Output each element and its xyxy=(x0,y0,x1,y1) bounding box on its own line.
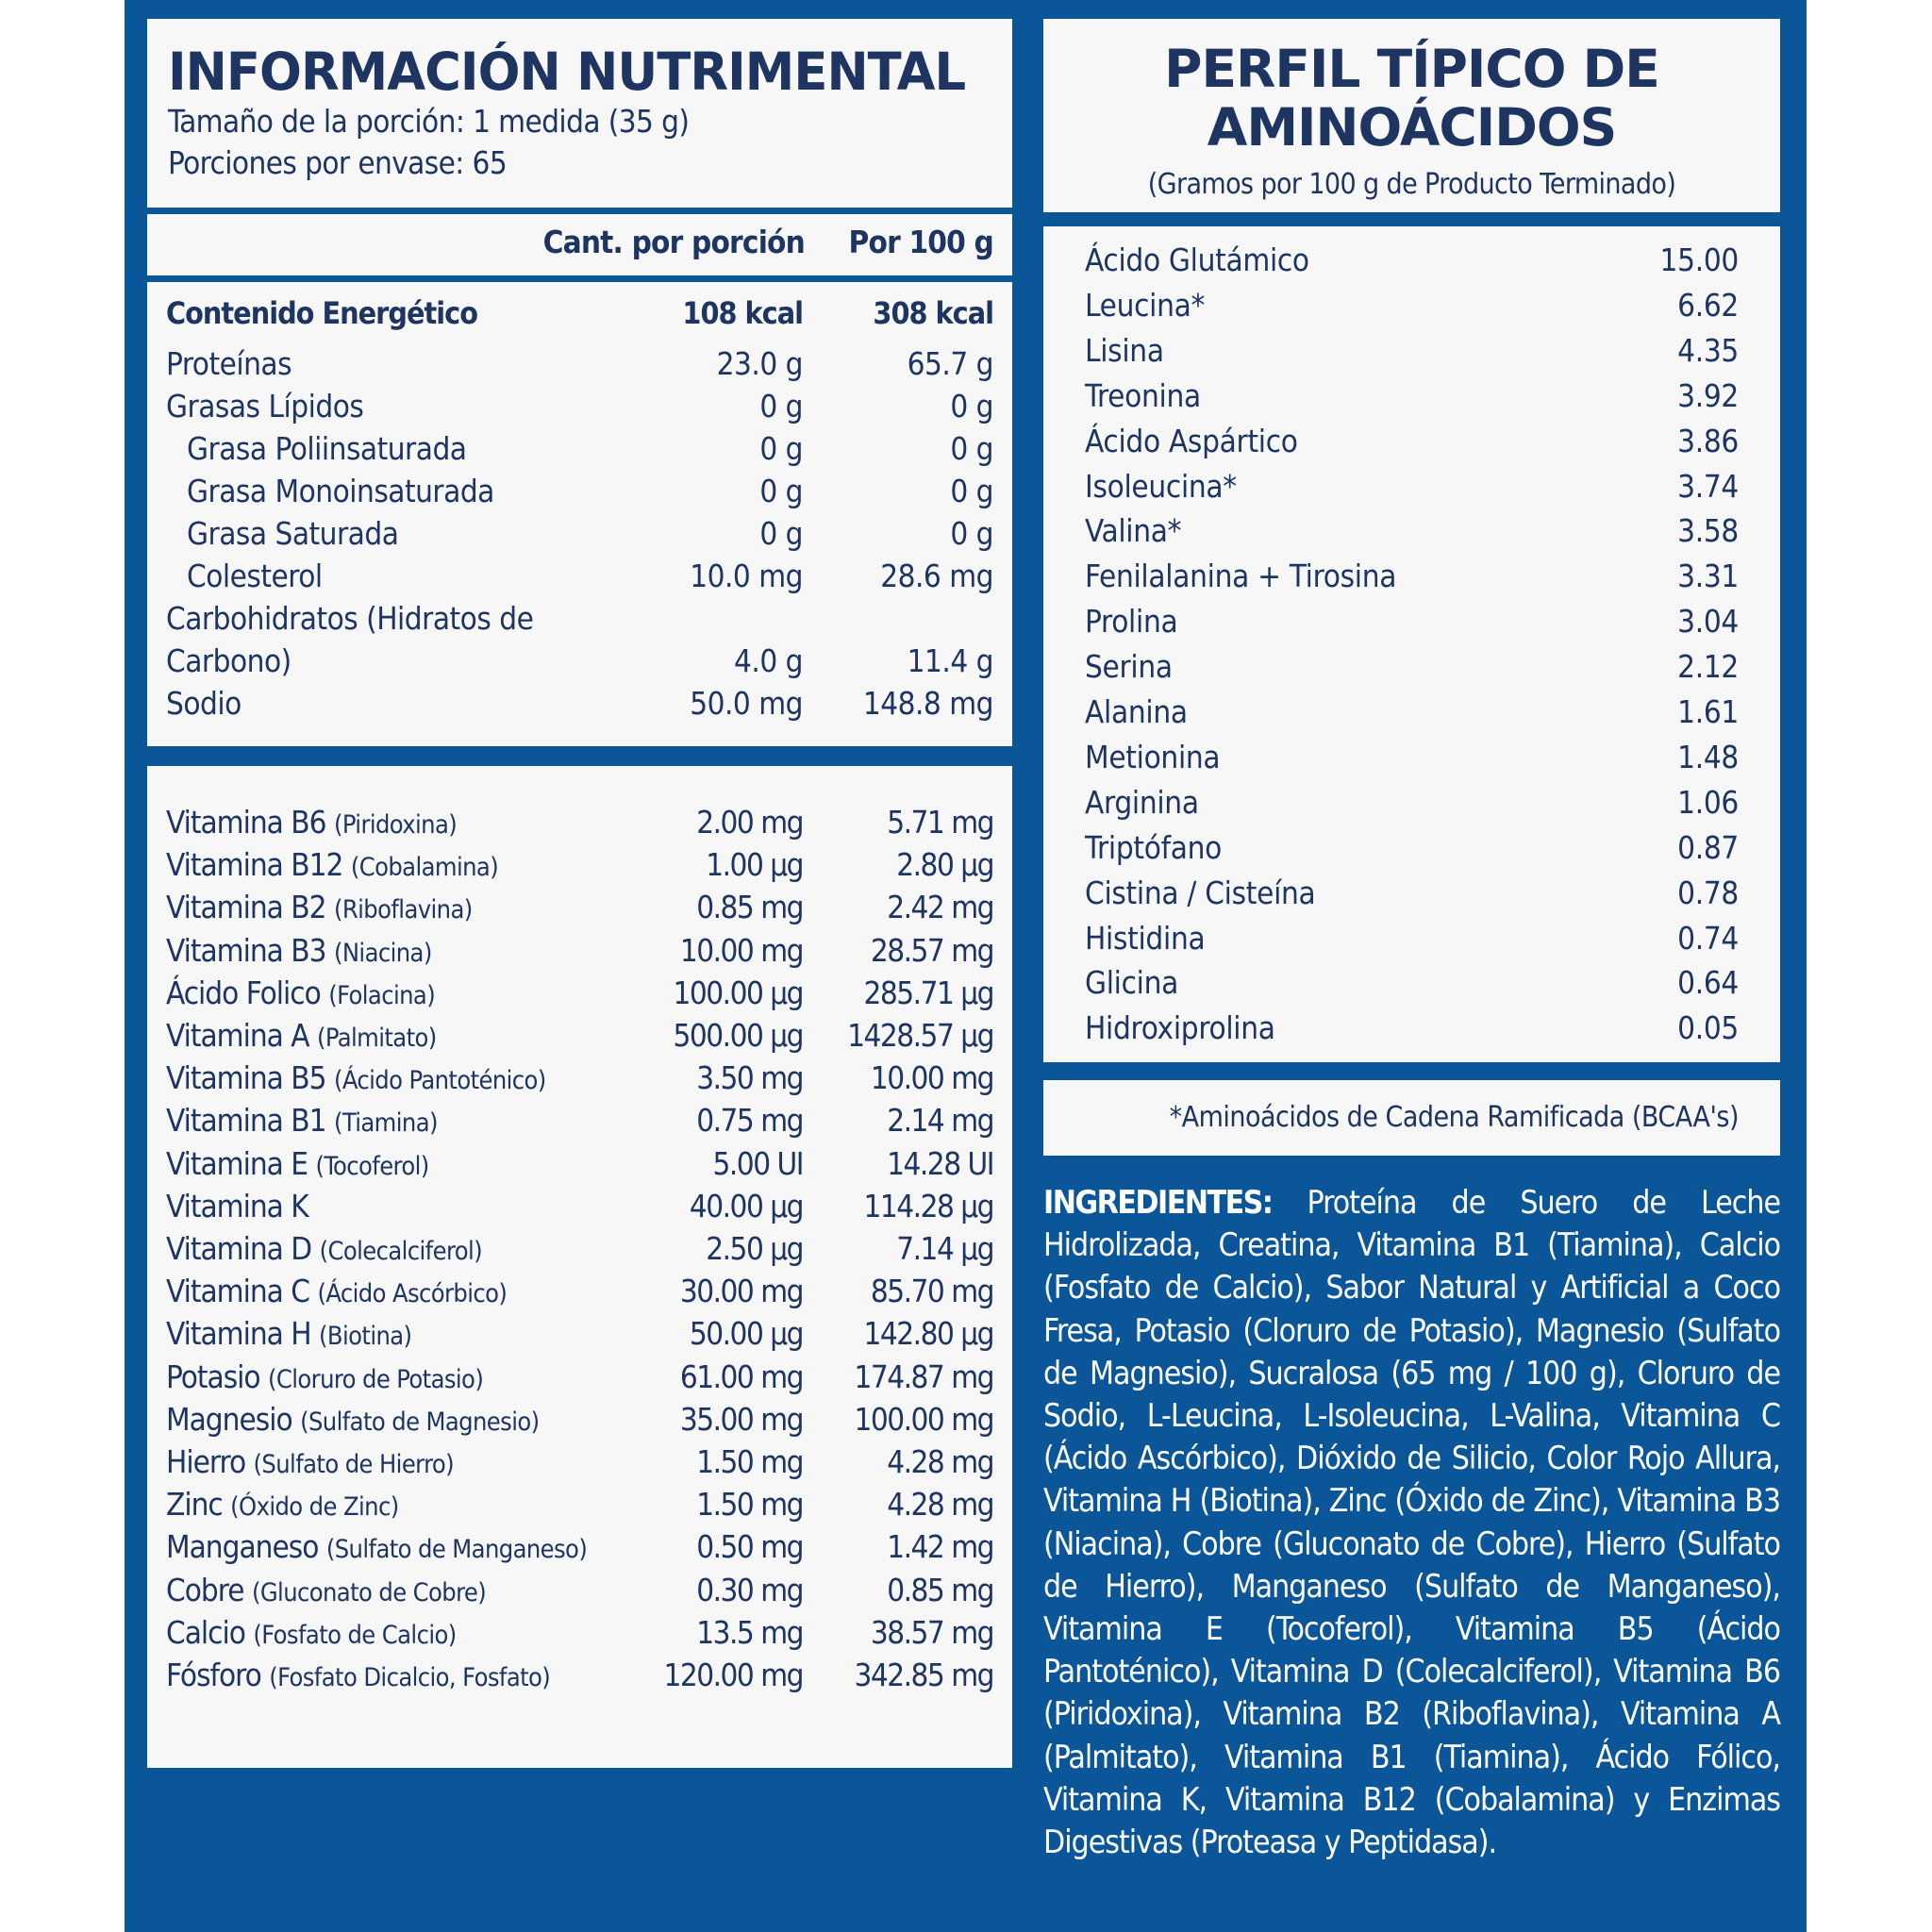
bcaa-footnote-panel xyxy=(1043,1080,1780,1156)
micronutrient-per-100g: 28.57 mg xyxy=(870,931,993,969)
micronutrient-per-100g: 1428.57 µg xyxy=(847,1017,993,1054)
nutrient-name: Contenido Energético xyxy=(166,295,477,331)
micronutrient-per-100g: 5.71 mg xyxy=(887,804,993,841)
amino-acid-value: 0.87 xyxy=(1677,828,1739,866)
micronutrient-row xyxy=(147,846,1012,889)
micronutrient-label xyxy=(166,889,473,925)
amino-acid-value: 6.62 xyxy=(1677,286,1739,324)
micronutrient-label xyxy=(166,1017,437,1054)
micronutrient-source: (Gluconato de Cobre) xyxy=(251,1577,487,1607)
micronutrient-source: (Ácido Pantoténico) xyxy=(333,1066,546,1096)
servings-per-container: Porciones por envase: 65 xyxy=(168,143,508,181)
nutrient-per-serving: 10.0 mg xyxy=(690,558,803,594)
micronutrient-name: Magnesio xyxy=(166,1400,292,1438)
micronutrient-source: (Folacina) xyxy=(328,980,436,1010)
micronutrient-label xyxy=(166,1572,486,1608)
amino-acid-name: Ácido Glutámico xyxy=(1085,242,1309,278)
nutrient-per-100g: 308 kcal xyxy=(873,295,993,331)
amino-acid-name: Triptófano xyxy=(1085,828,1222,866)
amino-acid-name: Glicina xyxy=(1085,964,1178,1002)
micronutrient-per-100g: 0.85 mg xyxy=(887,1571,993,1608)
amino-acid-value: 3.31 xyxy=(1677,558,1739,595)
micronutrient-per-serving: 30.00 mg xyxy=(679,1273,803,1310)
micronutrient-row xyxy=(147,1188,1012,1230)
amino-acid-row xyxy=(1043,468,1780,509)
micronutrient-per-100g: 342.85 mg xyxy=(854,1657,993,1693)
nutrient-row xyxy=(147,430,1012,473)
micronutrient-row xyxy=(147,1401,1012,1443)
nutrient-name: Carbono) xyxy=(166,642,291,679)
nutrient-row xyxy=(147,345,1012,388)
micronutrient-per-100g: 2.80 µg xyxy=(896,846,993,884)
amino-acid-name: Alanina xyxy=(1085,693,1188,730)
amino-acid-name: Metionina xyxy=(1085,738,1221,775)
micronutrient-per-100g: 38.57 mg xyxy=(870,1613,993,1651)
micronutrient-name: Vitamina B1 xyxy=(166,1102,326,1140)
amino-acid-row xyxy=(1043,920,1780,961)
micronutrient-source: (Fosfato de Calcio) xyxy=(253,1620,457,1650)
micronutrient-name: Vitamina H xyxy=(166,1315,311,1353)
micronutrient-row xyxy=(147,1486,1012,1528)
nutrient-row xyxy=(147,473,1012,515)
micronutrient-per-serving: 61.00 mg xyxy=(679,1357,803,1395)
micronutrient-name: Vitamina K xyxy=(166,1187,308,1224)
micronutrient-label xyxy=(166,1230,482,1267)
micronutrient-per-serving: 500.00 µg xyxy=(673,1017,803,1054)
amino-profile-title-line1: PERFIL TÍPICO DE xyxy=(1164,39,1659,99)
nutrient-per-100g: 0 g xyxy=(950,473,993,509)
micronutrient-row xyxy=(147,1614,1012,1657)
amino-acid-name: Prolina xyxy=(1085,603,1178,641)
micronutrient-source: (Riboflavina) xyxy=(333,895,473,925)
nutrient-per-serving: 4.0 g xyxy=(734,642,803,679)
micronutrient-name: Zinc xyxy=(166,1486,223,1524)
amino-acid-value: 2.12 xyxy=(1677,648,1739,686)
micronutrient-row xyxy=(147,1017,1012,1059)
micronutrient-per-serving: 35.00 mg xyxy=(679,1400,803,1438)
micronutrient-per-serving: 10.00 mg xyxy=(679,931,803,969)
amino-acid-row xyxy=(1043,512,1780,554)
micronutrient-source: (Sulfato de Magnesio) xyxy=(300,1407,540,1437)
nutrient-per-100g: 0 g xyxy=(950,388,993,425)
micronutrient-row xyxy=(147,1059,1012,1102)
nutrient-per-serving: 50.0 mg xyxy=(690,685,803,722)
micronutrient-source: (Niacina) xyxy=(333,938,432,968)
micronutrient-name: Vitamina D xyxy=(166,1230,312,1267)
column-header-per-100g: Por 100 g xyxy=(848,224,993,260)
micronutrient-per-100g: 4.28 mg xyxy=(887,1443,993,1480)
micronutrient-label xyxy=(166,974,435,1011)
ingredients-label: INGREDIENTES: xyxy=(1043,1184,1273,1221)
micronutrient-name: Fósforo xyxy=(166,1657,261,1693)
micronutrient-row xyxy=(147,1273,1012,1315)
amino-acid-value: 4.35 xyxy=(1677,331,1739,369)
micronutrient-row xyxy=(147,1572,1012,1614)
amino-acid-row xyxy=(1043,964,1780,1006)
micronutrient-per-100g: 85.70 mg xyxy=(870,1273,993,1310)
micronutrient-label xyxy=(166,1102,438,1139)
amino-profile-header-panel xyxy=(1043,19,1780,212)
nutrient-row xyxy=(147,295,1012,338)
column-header-per-serving: Cant. por porción xyxy=(542,224,805,260)
micronutrient-per-100g: 10.00 mg xyxy=(870,1059,993,1097)
amino-profile-title-line2: AMINOÁCIDOS xyxy=(1207,97,1617,158)
amino-acid-row xyxy=(1043,332,1780,374)
amino-acid-name: Lisina xyxy=(1085,331,1164,369)
micronutrient-per-serving: 120.00 mg xyxy=(663,1657,803,1693)
micronutrient-label xyxy=(166,1401,540,1438)
micronutrient-name: Manganeso xyxy=(166,1528,319,1566)
amino-acid-name: Serina xyxy=(1085,648,1173,686)
nutrient-per-100g: 0 g xyxy=(950,515,993,552)
nutrient-per-100g: 148.8 mg xyxy=(862,685,993,722)
micronutrient-per-serving: 0.50 mg xyxy=(696,1528,803,1566)
nutrient-per-100g: 11.4 g xyxy=(907,642,993,679)
micronutrient-per-100g: 2.42 mg xyxy=(887,889,993,926)
amino-acid-value: 3.86 xyxy=(1677,422,1739,459)
micronutrient-per-serving: 50.00 µg xyxy=(689,1315,803,1353)
micronutrient-name: Vitamina B5 xyxy=(166,1059,326,1097)
amino-acid-value: 1.61 xyxy=(1677,693,1739,730)
nutrient-name: Grasa Poliinsaturada xyxy=(187,430,467,467)
micronutrient-source: (Piridoxina) xyxy=(333,810,458,840)
micronutrient-per-100g: 14.28 UI xyxy=(887,1144,993,1182)
nutrient-per-serving: 0 g xyxy=(759,515,803,552)
nutrient-name: Sodio xyxy=(166,685,242,722)
nutrient-per-100g: 28.6 mg xyxy=(880,558,993,594)
micronutrient-name: Cobre xyxy=(166,1571,244,1608)
nutrient-name: Grasas Lípidos xyxy=(166,388,364,425)
micronutrient-row xyxy=(147,1443,1012,1486)
micronutrient-per-100g: 1.42 mg xyxy=(887,1528,993,1566)
micronutrient-label xyxy=(166,804,457,841)
micronutrient-source: (Ácido Ascórbico) xyxy=(317,1279,508,1309)
amino-acid-value: 3.04 xyxy=(1677,603,1739,641)
micronutrient-name: Vitamina B12 xyxy=(166,846,343,884)
micronutrient-name: Vitamina B3 xyxy=(166,931,326,969)
amino-acid-row xyxy=(1043,1009,1780,1051)
nutrient-per-serving: 108 kcal xyxy=(682,295,803,331)
micronutrient-source: (Sulfato de Hierro) xyxy=(253,1450,455,1479)
micronutrient-per-serving: 5.00 UI xyxy=(712,1144,803,1182)
micronutrient-source: (Sulfato de Manganeso) xyxy=(325,1535,588,1565)
nutrient-row xyxy=(147,685,1012,727)
micronutrient-label xyxy=(166,1614,457,1651)
amino-acid-name: Fenilalanina + Tirosina xyxy=(1085,558,1397,595)
micronutrient-source: (Biotina) xyxy=(319,1322,412,1352)
ingredients-paragraph xyxy=(1043,1181,1780,1863)
micronutrient-row xyxy=(147,974,1012,1017)
amino-acid-value: 3.58 xyxy=(1677,512,1739,550)
micronutrient-per-serving: 100.00 µg xyxy=(673,974,803,1011)
micronutrient-name: Hierro xyxy=(166,1443,246,1480)
amino-acid-name: Valina* xyxy=(1085,512,1182,550)
amino-acid-name: Cistina / Cisteína xyxy=(1085,874,1316,911)
amino-acid-value: 0.64 xyxy=(1677,964,1739,1002)
nutrient-row xyxy=(147,642,1012,685)
micronutrient-source: (Palmitato) xyxy=(317,1024,437,1053)
micronutrient-source: (Colecalciferol) xyxy=(319,1237,483,1266)
micronutrient-name: Potasio xyxy=(166,1357,260,1395)
nutrient-per-serving: 0 g xyxy=(759,388,803,425)
amino-acid-value: 15.00 xyxy=(1659,242,1739,278)
micronutrient-name: Vitamina E xyxy=(166,1144,308,1182)
amino-profile-subtitle: (Gramos por 100 g de Producto Terminado) xyxy=(1147,168,1676,201)
micronutrient-per-100g: 114.28 µg xyxy=(863,1187,993,1224)
ingredients-text: Proteína de Suero de Leche Hidrolizada, Creatina, Vitamina B1 (Tiamina), Calcio (Fosfato de Calcio), Sabor Natural y Artificial a Coco Fresa, Potasio (Cloruro de Potasio), Magnesio (Sulfato de Magnesio), Sucralosa (65 mg / 100 g), Cloruro de Sodio, L-Leucina, L-Isoleucina, L-Valina, Vitamina C (Ácido Ascórbico), Dióxido de Silicio, Color Rojo Allura, Vitamina H (Biotina), Zinc (Óxido de Zinc), Vitamina B3 (Niacina), Cobre (Gluconato de Cobre), Hierro (Sulfato de Hierro), Manganeso (Sulfato de Manganeso), Vitamina E (Tocoferol), Vitamina B5 (Ácido Pantoténico), Vitamina D (Colecalciferol), Vitamina B6 (Piridoxina), Vitamina B2 (Riboflavina), Vitamina A (Palmitato), Vitamina B1 (Tiamina), Ácido Fólico, Vitamina K, Vitamina B12 (Cobalamina) y Enzimas Digestivas (Proteasa y Peptidasa). xyxy=(1043,1184,1780,1861)
amino-acid-value: 3.74 xyxy=(1677,467,1739,505)
amino-acid-row xyxy=(1043,693,1780,735)
nutrient-row xyxy=(147,515,1012,558)
micronutrient-name: Vitamina C xyxy=(166,1273,310,1310)
micronutrient-row xyxy=(147,932,1012,974)
amino-acid-row xyxy=(1043,784,1780,825)
nutrient-per-serving: 23.0 g xyxy=(716,345,803,382)
amino-acid-name: Isoleucina* xyxy=(1085,467,1237,505)
micronutrient-per-serving: 13.5 mg xyxy=(696,1613,803,1651)
nutrient-per-serving: 0 g xyxy=(759,430,803,467)
micronutrient-per-serving: 1.50 mg xyxy=(696,1486,803,1524)
amino-acid-row xyxy=(1043,423,1780,464)
amino-acid-row xyxy=(1043,287,1780,328)
micronutrient-label xyxy=(166,1657,550,1693)
micronutrient-row xyxy=(147,1657,1012,1699)
micronutrient-source: (Fosfato Dicalcio, Fosfato) xyxy=(269,1663,551,1692)
nutrient-row xyxy=(147,558,1012,600)
micronutrient-source: (Óxido de Zinc) xyxy=(230,1492,399,1523)
micronutrient-per-100g: 100.00 mg xyxy=(854,1400,993,1438)
amino-acid-row xyxy=(1043,558,1780,599)
micronutrient-per-serving: 3.50 mg xyxy=(696,1059,803,1097)
nutrient-per-100g: 65.7 g xyxy=(907,345,993,382)
micronutrient-per-100g: 4.28 mg xyxy=(887,1486,993,1524)
micronutrient-row xyxy=(147,1145,1012,1188)
micronutrient-name: Vitamina A xyxy=(166,1017,309,1054)
micronutrient-label xyxy=(166,846,498,883)
micronutrient-per-serving: 1.00 µg xyxy=(706,846,803,884)
micronutrient-row xyxy=(147,804,1012,846)
amino-acid-value: 0.78 xyxy=(1677,874,1739,911)
amino-acid-name: Arginina xyxy=(1085,783,1199,821)
amino-acid-value: 0.05 xyxy=(1677,1009,1739,1047)
nutrient-row xyxy=(147,388,1012,430)
micronutrient-row xyxy=(147,1315,1012,1357)
nutrient-per-100g: 0 g xyxy=(950,430,993,467)
amino-acid-row xyxy=(1043,829,1780,871)
nutrient-name: Colesterol xyxy=(187,558,323,594)
micronutrient-per-serving: 0.75 mg xyxy=(696,1102,803,1140)
bcaa-footnote: *Aminoácidos de Cadena Ramificada (BCAA's) xyxy=(1169,1101,1739,1134)
nutrition-title: INFORMACIÓN NUTRIMENTAL xyxy=(168,42,966,102)
micronutrient-label xyxy=(166,1443,454,1480)
micronutrient-name: Vitamina B6 xyxy=(166,804,326,841)
amino-acid-row xyxy=(1043,242,1780,283)
serving-size: Tamaño de la porción: 1 medida (35 g) xyxy=(168,102,690,140)
amino-acid-name: Treonina xyxy=(1085,376,1201,414)
micronutrient-name: Vitamina B2 xyxy=(166,889,326,926)
amino-acid-value: 1.48 xyxy=(1677,738,1739,775)
nutrient-per-serving: 0 g xyxy=(759,473,803,509)
nutrient-name: Grasa Saturada xyxy=(187,515,399,552)
micronutrient-label xyxy=(166,1188,308,1224)
nutrient-name: Proteínas xyxy=(166,345,292,382)
nutrient-name: Grasa Monoinsaturada xyxy=(187,473,494,509)
micronutrient-label xyxy=(166,1059,546,1096)
micronutrient-per-serving: 40.00 µg xyxy=(689,1187,803,1224)
amino-acid-row xyxy=(1043,603,1780,644)
micronutrient-per-serving: 2.00 mg xyxy=(696,804,803,841)
amino-acid-name: Histidina xyxy=(1085,919,1206,957)
micronutrient-label xyxy=(166,932,432,969)
micronutrient-name: Calcio xyxy=(166,1613,245,1651)
micronutrient-source: (Tiamina) xyxy=(333,1108,438,1139)
micronutrient-label xyxy=(166,1273,507,1309)
amino-acid-value: 1.06 xyxy=(1677,783,1739,821)
macronutrients-table xyxy=(147,282,1012,746)
micronutrient-per-100g: 285.71 µg xyxy=(863,974,993,1011)
amino-acid-row xyxy=(1043,874,1780,916)
amino-acid-name: Ácido Aspártico xyxy=(1085,422,1298,459)
micronutrient-row xyxy=(147,1102,1012,1144)
micronutrient-per-serving: 0.85 mg xyxy=(696,889,803,926)
nutrition-header-panel xyxy=(147,19,1012,208)
micronutrient-source: (Cobalamina) xyxy=(350,853,499,883)
micronutrient-label xyxy=(166,1486,399,1523)
micronutrient-per-serving: 1.50 mg xyxy=(696,1443,803,1480)
amino-acid-table xyxy=(1043,226,1780,1062)
micronutrient-label xyxy=(166,1315,411,1352)
nutrient-name: Carbohidratos (Hidratos de xyxy=(166,600,534,637)
micronutrient-row xyxy=(147,889,1012,931)
amino-acid-value: 0.74 xyxy=(1677,919,1739,957)
micronutrient-row xyxy=(147,1230,1012,1273)
amino-acid-name: Hidroxiprolina xyxy=(1085,1009,1275,1047)
micronutrient-per-100g: 7.14 µg xyxy=(896,1230,993,1267)
micronutrient-source: (Cloruro de Potasio) xyxy=(268,1364,484,1394)
amino-acid-value: 3.92 xyxy=(1677,376,1739,414)
micronutrient-per-serving: 2.50 µg xyxy=(706,1230,803,1267)
amino-acid-row xyxy=(1043,377,1780,419)
amino-acid-name: Leucina* xyxy=(1085,286,1206,324)
micronutrient-label xyxy=(166,1528,587,1565)
micronutrient-per-100g: 142.80 µg xyxy=(863,1315,993,1353)
micronutrients-table xyxy=(147,766,1012,1768)
micronutrient-row xyxy=(147,1358,1012,1401)
micronutrient-name: Ácido Folico xyxy=(166,974,321,1011)
micronutrient-source: (Tocoferol) xyxy=(315,1151,429,1181)
nutrient-row xyxy=(147,600,1012,642)
micronutrient-per-serving: 0.30 mg xyxy=(696,1571,803,1608)
micronutrient-per-100g: 2.14 mg xyxy=(887,1102,993,1140)
micronutrient-label xyxy=(166,1358,483,1395)
micronutrient-per-100g: 174.87 mg xyxy=(854,1357,993,1395)
nutrition-column-header xyxy=(147,214,1012,275)
micronutrient-row xyxy=(147,1528,1012,1571)
amino-acid-row xyxy=(1043,648,1780,690)
amino-acid-row xyxy=(1043,739,1780,780)
micronutrient-label xyxy=(166,1145,429,1182)
